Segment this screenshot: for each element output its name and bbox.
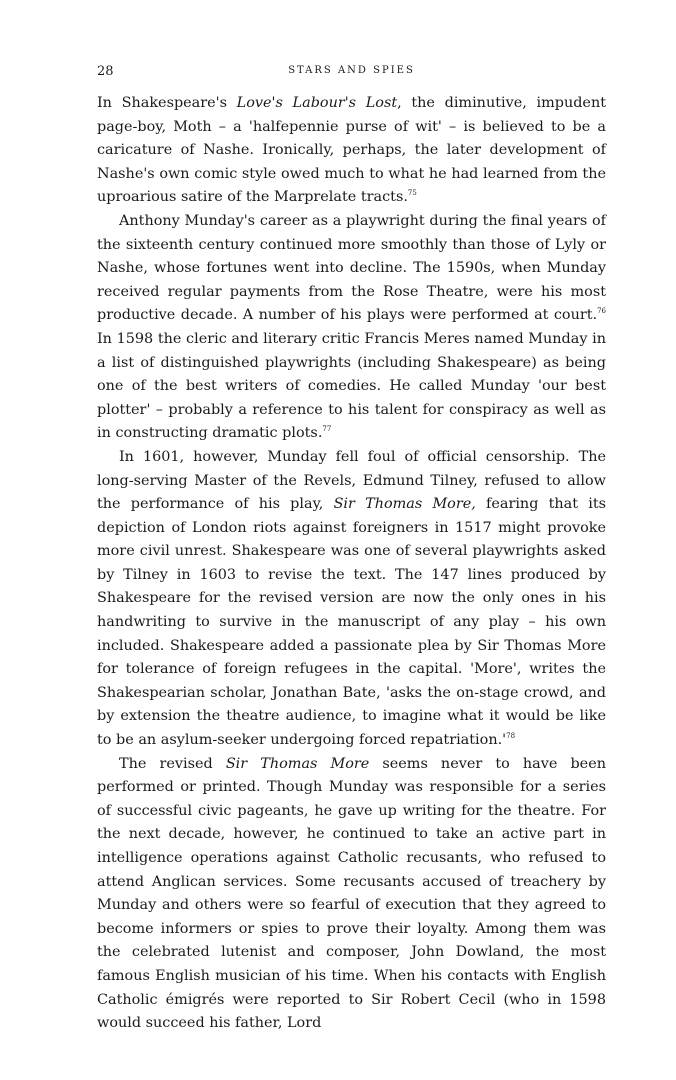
- text-run: In Shakespeare's: [97, 95, 237, 111]
- page-header: [97, 64, 606, 84]
- paragraph: [97, 210, 606, 446]
- text-run: The revised: [119, 755, 226, 772]
- body-text: [97, 92, 606, 1036]
- footnote-ref: 78: [506, 732, 516, 741]
- paragraph: [97, 753, 606, 1036]
- text-run: fearing that its depiction of London riots against foreigners in 1517 might provoke more civil unrest. Shakespeare was one of several playwrights asked by Tilney in 1603 to revise the text. The 147 lines produced by Shakespeare for the revised version are now the only ones in his handwriting to survive in the manuscript of any play – his own included. Shakespeare added a passionate plea by Sir Thomas More for tolerance of foreign refugees in the capital. 'More', writes the Shakespearian scholar, Jonathan Bate, 'asks the on-stage crowd, and by extension the theatre audience, to imagine what it would be like to be an asylum-seeker undergoing forced repatriation.': [97, 496, 607, 749]
- text-run: seems never to have been performed or printed. Though Munday was responsible for a series of successful civic pageants, he gave up writing for the theatre. For the next decade, however, he continued to take an active part in intelligence operations against Catholic recusants, who refused to attend Anglican services. Some recusants accused of treachery by Munday and others were so fearful of execution that they agreed to become informers or spies to prove their loyalty. Among them was the celebrated lutenist and composer, John Dowland, the most famous English musician of his time. When his contacts with English Catholic émigrés were reported to Sir Robert Cecil (who in 1598 would succeed his father, Lord: [97, 755, 606, 1032]
- paragraph: [97, 446, 606, 753]
- page-number: 28: [97, 64, 114, 79]
- footnote-ref: 76: [597, 307, 606, 316]
- text-run: In 1598 the cleric and literary critic Francis Meres named Munday in a list of distinguished playwrights (including Shakespeare) as being one of the best writers of comedies. He called Munday 'our best plotter' – probably a reference to his talent for conspiracy as well as in constructing dramatic plots.: [97, 330, 606, 442]
- text-run: In 1601, however, Munday fell foul of official censorship. The long-serving Master of the Revels, Edmund Tilney, refused to allow the performance of his play,: [97, 448, 606, 513]
- paragraph: [97, 92, 606, 210]
- running-head: STARS AND SPIES: [288, 65, 415, 76]
- text-run: Anthony Munday's career as a playwright during the final years of the sixteenth century continued more smoothly than those of Lyly or Nashe, whose fortunes went into decline. The 1590s, when Munday received regular payments from the Rose Theatre, were his most productive decade. A number of his plays were performed at court.: [97, 212, 606, 324]
- footnote-ref: 77: [322, 425, 332, 434]
- text-run: , the diminutive, impudent page-boy, Moth – a 'halfepennie purse of wit' – is believed to be a caricature of Nashe. Ironically, perhaps, the later development of Nashe's own comic style owed much to what he had learned from the uproarious satire of the Marprelate tracts.: [97, 95, 606, 206]
- italic-title: Sir Thomas More: [225, 755, 370, 772]
- italic-title: Sir Thomas More,: [333, 496, 476, 513]
- footnote-ref: 75: [407, 189, 417, 198]
- italic-title: Love's Labour's Lost: [236, 95, 398, 111]
